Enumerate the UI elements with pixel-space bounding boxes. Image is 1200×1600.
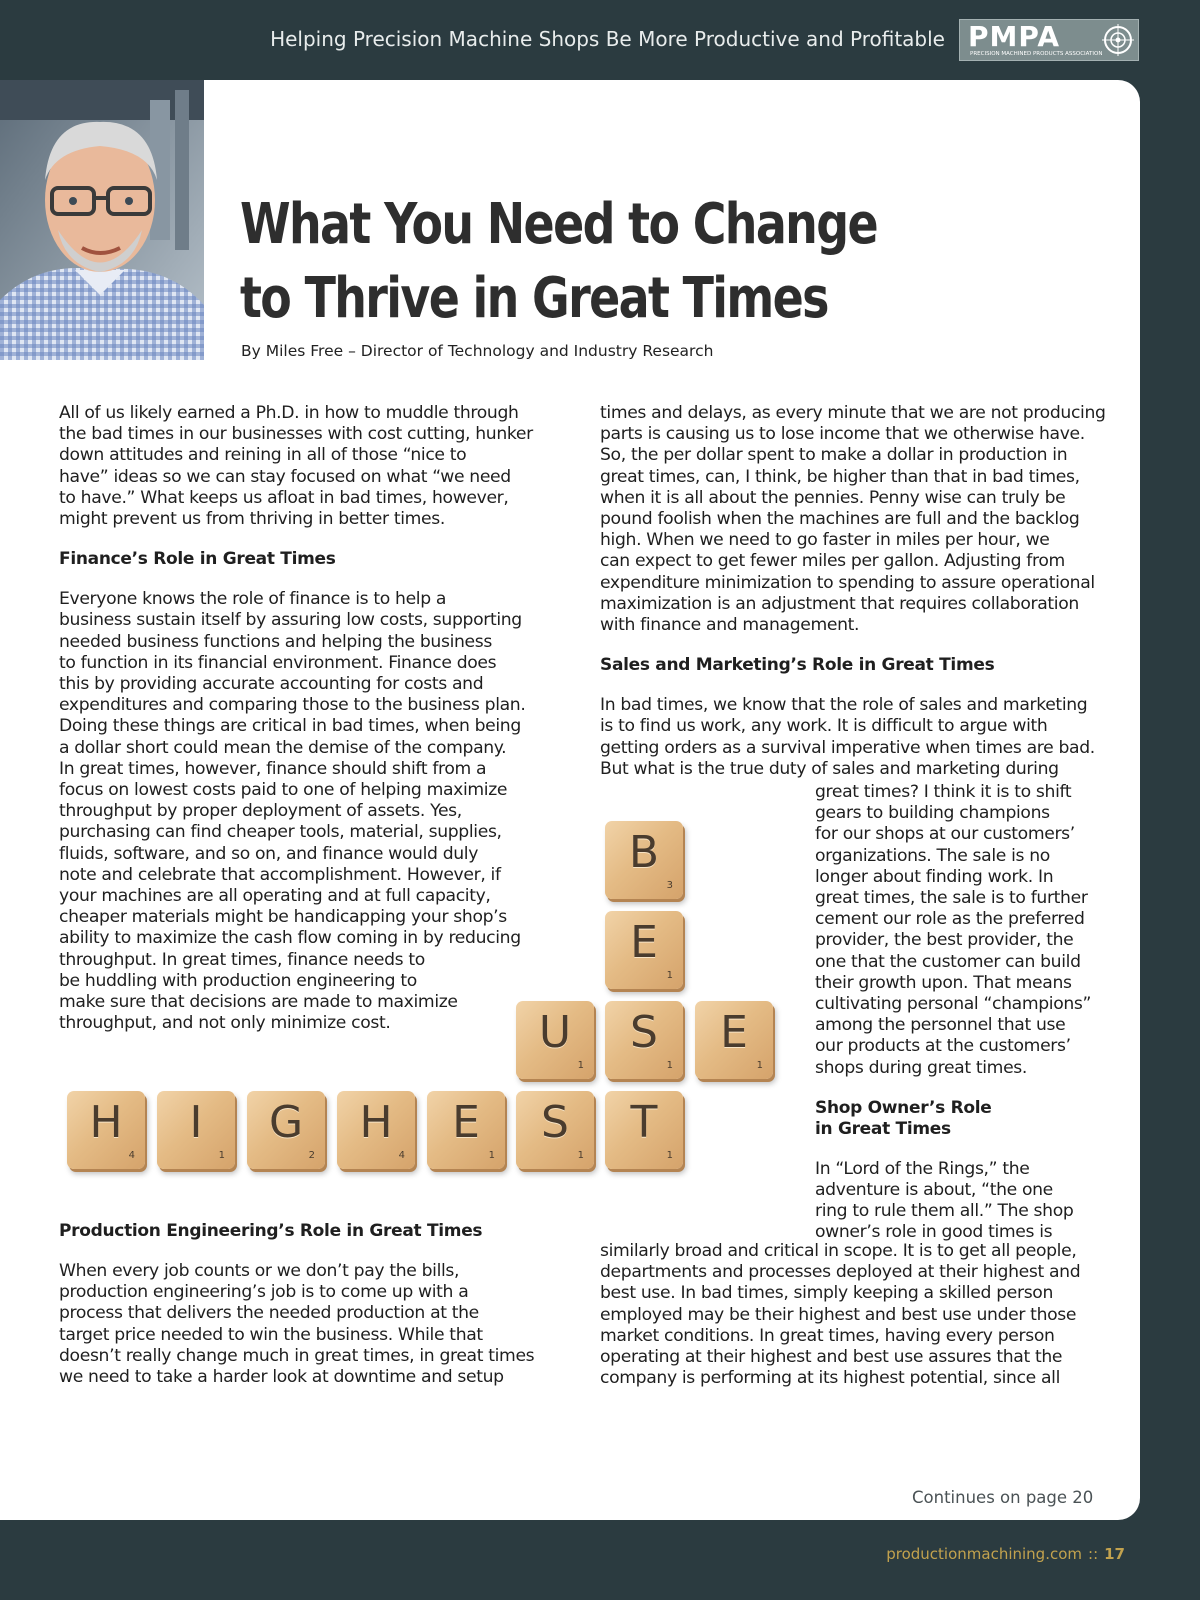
page-number: 17 (1104, 1545, 1125, 1563)
tile-letter: G (268, 1097, 304, 1148)
text-line: the bad times in our businesses with cost cutting, hunker (59, 424, 533, 445)
text-line: longer about finding work. In (815, 866, 1054, 887)
text-line: employed may be their highest and best use under those (600, 1304, 1077, 1325)
text-line: getting orders as a survival imperative when times are bad. (600, 737, 1095, 758)
tile-points: 4 (398, 1150, 405, 1161)
tile-letter: H (89, 1097, 123, 1148)
text-line: expenditure minimization to spending to assure operational (600, 572, 1095, 593)
shop-owner-heading (815, 1098, 1085, 1140)
production-engineering-paragraph (59, 1261, 535, 1388)
text-line: All of us likely earned a Ph.D. in how to muddle through (59, 403, 519, 423)
tile-s (516, 1091, 594, 1169)
tile-e (605, 911, 683, 989)
text-line: when it is all about the pennies. Penny wise can truly be (600, 487, 1066, 508)
text-line: for our shops at our customers’ (815, 824, 1075, 845)
tile-points: 1 (218, 1150, 225, 1161)
right-column-float (815, 782, 1092, 1263)
text-line: parts is causing us to lose income that we otherwise have. (600, 424, 1085, 445)
tile-letter: I (189, 1097, 203, 1148)
text-line: high. When we need to go faster in miles per hour, we (600, 530, 1050, 551)
header-bar (0, 0, 1200, 80)
text-line: needed business functions and helping the business (59, 631, 492, 652)
text-line: organizations. The sale is no (815, 845, 1050, 866)
text-line: one that the customer can build (815, 951, 1081, 972)
header-tagline: Helping Precision Machine Shops Be More Productive and Profitable (270, 27, 945, 51)
text-line: purchasing can find cheaper tools, material, supplies, (59, 822, 502, 843)
footer-separator: :: (1088, 1545, 1099, 1563)
text-line: pound foolish when the machines are full and the backlog (600, 509, 1080, 530)
text-line: a dollar short could mean the demise of the company. (59, 737, 507, 758)
tile-letter: S (630, 1007, 658, 1058)
text-line: operating at their highest and best use assures that the (600, 1347, 1063, 1368)
tile-letter: E (630, 917, 658, 968)
tile-h (337, 1091, 415, 1169)
text-line: When every job counts or we don’t pay the bills, (59, 1261, 460, 1281)
text-line: similarly broad and critical in scope. It is to get all people, (600, 1241, 1077, 1261)
tile-t (605, 1091, 683, 1169)
text-line: In “Lord of the Rings,” the (815, 1158, 1030, 1179)
text-line: production engineering’s job is to come up with a (59, 1282, 469, 1303)
text-line: is to find us work, any work. It is difficult to argue with (600, 716, 1048, 737)
tile-i (157, 1091, 235, 1169)
text-line: their growth upon. That means (815, 972, 1072, 993)
text-line: times and delays, as every minute that we are not producing (600, 403, 1106, 423)
right-column-top (600, 403, 1106, 799)
title-line: What You Need to Change (240, 192, 877, 257)
tile-points: 1 (756, 1060, 763, 1071)
text-line: we need to take a harder look at downtime and setup (59, 1367, 504, 1388)
text-line: company is performing at its highest potential, since all (600, 1368, 1061, 1389)
tile-points: 1 (577, 1150, 584, 1161)
tile-letter: H (359, 1097, 393, 1148)
text-line: among the personnel that use (815, 1015, 1066, 1036)
text-line: throughput, and not only minimize cost. (59, 1013, 391, 1034)
text-line: maximization is an adjustment that requires collaboration (600, 593, 1079, 614)
text-line: doesn’t really change much in great times, in great times (59, 1345, 535, 1366)
sales-paragraph (600, 695, 1095, 780)
text-line: gears to building champions (815, 803, 1050, 824)
text-line: great times, can, I think, be higher than that in bad times, (600, 466, 1080, 487)
text-line: throughput. In great times, finance needs to (59, 949, 425, 970)
text-line: to function in its financial environment. Finance does (59, 652, 497, 673)
target-icon (1102, 24, 1134, 56)
text-line: cultivating personal “champions” (815, 994, 1092, 1015)
left-column-top (59, 403, 533, 1053)
intro-paragraph (59, 403, 533, 530)
text-line: cheaper materials might be handicapping your shop’s (59, 907, 507, 928)
tile-s (605, 1001, 683, 1079)
tile-letter: B (628, 827, 660, 878)
tile-points: 1 (666, 1150, 673, 1161)
tile-letter: E (720, 1007, 748, 1058)
text-line: market conditions. In great times, having every person (600, 1325, 1055, 1346)
logo-subtext: PRECISION MACHINED PRODUCTS ASSOCIATION (970, 51, 1103, 57)
tile-e (695, 1001, 773, 1079)
text-line: to have.” What keeps us afloat in bad times, however, (59, 487, 509, 508)
text-line: throughput by proper deployment of assets. Yes, (59, 801, 462, 822)
tile-letter: S (541, 1097, 569, 1148)
text-line: note and celebrate that accomplishment. However, if (59, 864, 501, 885)
text-line: be huddling with production engineering to (59, 970, 417, 991)
logo-wordmark: PMPA (968, 20, 1061, 53)
heading-line: Shop Owner’s Role (815, 1097, 992, 1118)
article-title (240, 188, 877, 336)
text-line: focus on lowest costs paid to one of helping maximize (59, 780, 508, 801)
tile-letter: E (452, 1097, 480, 1148)
sales-marketing-heading: Sales and Marketing’s Role in Great Times (600, 655, 995, 676)
tile-g (247, 1091, 325, 1169)
article-page (0, 80, 1140, 1520)
text-line: have” ideas so we can stay focused on what “we need (59, 466, 511, 487)
tile-h (67, 1091, 145, 1169)
sales-continued-paragraph (815, 782, 1092, 1079)
text-line: this by providing accurate accounting for costs and (59, 674, 484, 695)
text-line: great times, the sale is to further (815, 888, 1088, 909)
text-line: ability to maximize the cash flow coming in by reducing (59, 928, 521, 949)
right-column-bottom (600, 1241, 1085, 1408)
tile-b (605, 821, 683, 899)
tile-points: 2 (308, 1150, 315, 1161)
finance-paragraph (59, 589, 526, 1034)
text-line: target price needed to win the business. While that (59, 1324, 483, 1345)
tile-points: 1 (666, 1060, 673, 1071)
text-line: your machines are all operating and at full capacity, (59, 886, 491, 907)
heading-line: in Great Times (815, 1118, 951, 1139)
tile-points: 1 (666, 970, 673, 981)
text-line: In bad times, we know that the role of sales and marketing (600, 695, 1088, 716)
text-line: great times? I think it is to shift (815, 782, 1072, 802)
text-line: might prevent us from thriving in better times. (59, 509, 445, 530)
page-footer (886, 1545, 1125, 1563)
finance-heading: Finance’s Role in Great Times (59, 549, 336, 570)
text-line: our products at the customers’ (815, 1036, 1071, 1057)
text-line: In great times, however, finance should shift from a (59, 758, 487, 779)
left-column-bottom (59, 1221, 535, 1407)
byline: By Miles Free – Director of Technology and Industry Research (241, 342, 714, 360)
text-line: business sustain itself by assuring low costs, supporting (59, 610, 522, 631)
text-line: expenditures and comparing those to the business plan. (59, 695, 526, 716)
tile-u (516, 1001, 594, 1079)
text-line: with finance and management. (600, 615, 860, 636)
text-line: process that delivers the needed production at the (59, 1303, 479, 1324)
text-line: ring to rule them all.” The shop (815, 1201, 1074, 1222)
continued-paragraph (600, 403, 1106, 636)
shop-owner-continued-paragraph (600, 1241, 1085, 1389)
continues-note: Continues on page 20 (912, 1488, 1094, 1507)
text-line: So, the per dollar spent to make a dollar in production in (600, 445, 1068, 466)
text-line: But what is the true duty of sales and marketing during (600, 758, 1059, 779)
text-line: shops during great times. (815, 1057, 1028, 1078)
text-line: cement our role as the preferred (815, 909, 1085, 930)
footer-site: productionmachining.com (886, 1545, 1083, 1563)
text-line: down attitudes and reining in all of those “nice to (59, 445, 467, 466)
tile-letter: U (538, 1007, 572, 1058)
tile-points: 1 (577, 1060, 584, 1071)
text-line: departments and processes deployed at their highest and (600, 1262, 1081, 1283)
text-line: provider, the best provider, the (815, 930, 1074, 951)
title-line: to Thrive in Great Times (240, 266, 828, 331)
tile-letter: T (630, 1097, 658, 1148)
author-photo (0, 80, 204, 360)
pmpa-logo (959, 19, 1139, 61)
text-line: fluids, software, and so on, and finance would duly (59, 843, 479, 864)
tile-e (427, 1091, 505, 1169)
tile-points: 3 (666, 880, 673, 891)
text-line: owner’s role in good times is (815, 1222, 1053, 1243)
text-line: best use. In bad times, simply keeping a skilled person (600, 1283, 1054, 1304)
text-line: adventure is about, “the one (815, 1180, 1053, 1201)
tile-points: 4 (128, 1150, 135, 1161)
shop-owner-paragraph (815, 1159, 1085, 1244)
text-line: Doing these things are critical in bad times, when being (59, 716, 521, 737)
text-line: make sure that decisions are made to maximize (59, 992, 458, 1013)
text-line: can expect to get fewer miles per gallon. Adjusting from (600, 551, 1065, 572)
tile-points: 1 (488, 1150, 495, 1161)
production-engineering-heading: Production Engineering’s Role in Great Times (59, 1221, 483, 1241)
text-line: Everyone knows the role of finance is to help a (59, 589, 447, 610)
